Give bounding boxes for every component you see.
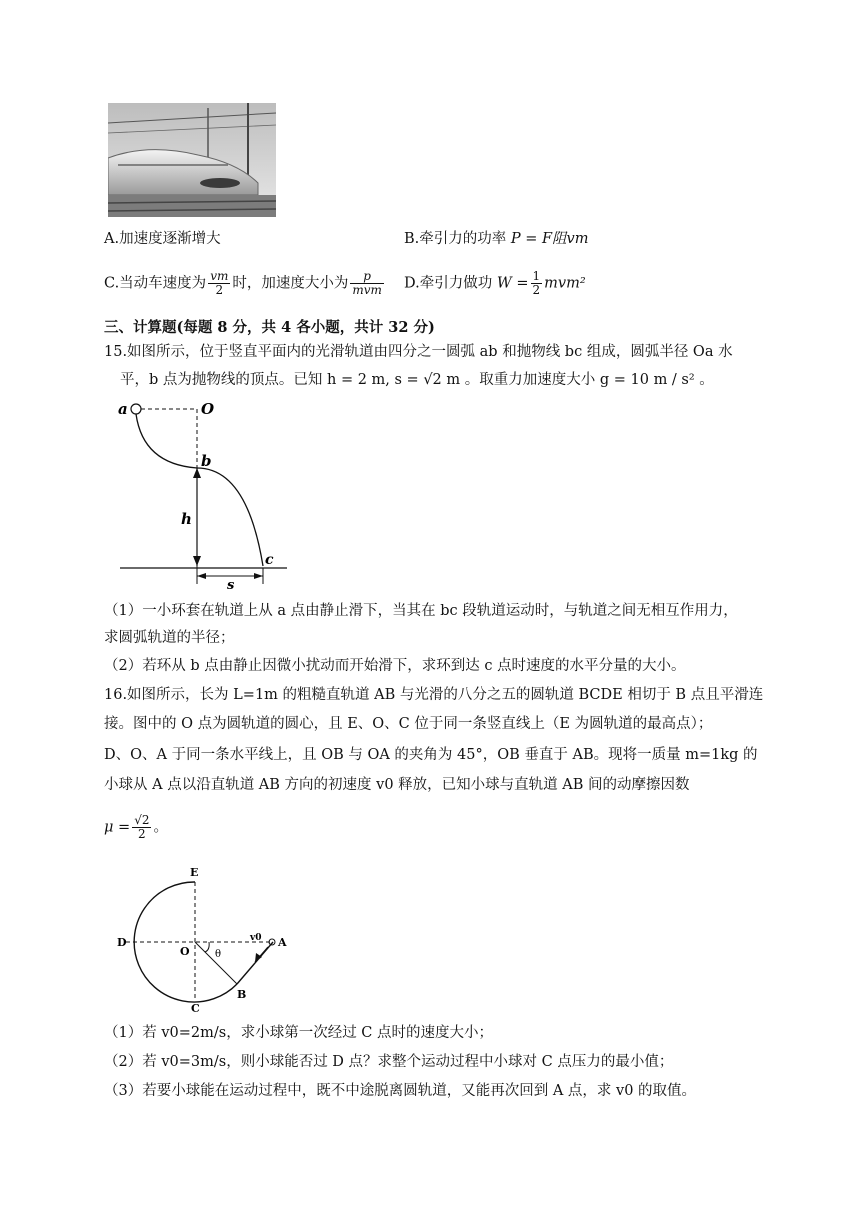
option-b-formula: P = F阻vm: [510, 231, 589, 247]
label-O: O: [201, 400, 215, 418]
bullet-train-photo: [108, 103, 276, 217]
fraction: $\frac{p}{\text{mvm}}$: [352, 269, 382, 297]
option-c-mid: 时，加速度大小为: [232, 275, 349, 292]
label-theta: θ: [215, 949, 222, 960]
fraction: $\frac{vm}{2}$: [210, 269, 229, 297]
label-v0: v0: [250, 933, 262, 943]
q16-line3: D、O、A 于同一条水平线上，且 OB 与 OA 的夹角为 45°，OB 垂直于 AB。现将一质量 m=1kg 的: [104, 747, 758, 763]
q16-sub2: （2）若 v0=3m/s，则小球能否过 D 点？求整个运动过程中小球对 C 点压力的最小值；: [104, 1054, 674, 1070]
option-b-text: B.牵引力的功率: [404, 231, 511, 247]
q15-sub1-line2: 求圆弧轨道的半径；: [104, 630, 235, 646]
option-c: [104, 270, 386, 297]
q15-line1: 15.如图所示，位于竖直平面内的光滑轨道由四分之一圆弧 ab 和抛物线 bc 组成，圆弧半径 Oa 水: [104, 344, 733, 360]
q16-sub3: （3）若要小球能在运动过程中，既不中途脱离圆轨道，又能再次回到 A 点，求 v0 的取值。: [104, 1083, 697, 1099]
section-title: 三、计算题(每题 8 分，共 4 各小题，共计 32 分): [104, 319, 435, 336]
q15-sub1-line1: （1）一小环套在轨道上从 a 点由静止滑下，当其在 bc 段轨道运动时，与轨道之间无相互作用力，: [104, 603, 738, 619]
q16-line2: 接。图中的 O 点为圆轨道的圆心，且 E、O、C 位于同一条竖直线上（E 为圆轨道的最高点）；: [104, 716, 713, 732]
label-C: C: [191, 1002, 200, 1012]
q15-track-figure: [115, 398, 295, 590]
label-O: O: [180, 945, 190, 958]
q16-line4: 小球从 A 点以沿直轨道 AB 方向的初速度 v0 释放，已知小球与直轨道 AB 间的动摩擦因数: [104, 777, 690, 793]
q15-sub2: （2）若环从 b 点由静止因微小扰动而开始滑下，求环到达 c 点时速度的水平分量的大小。: [104, 658, 686, 674]
option-c-text: C.当动车速度为: [104, 275, 207, 292]
q16-sub1: （1）若 v0=2m/s，求小球第一次经过 C 点时的速度大小；: [104, 1025, 494, 1041]
q16-line1: 16.如图所示，长为 L=1m 的粗糙直轨道 AB 与光滑的八分之五的圆轨道 BCDE 相切于 B 点且平滑连: [104, 687, 764, 703]
option-d-text: D.牵引力做功: [404, 275, 497, 292]
label-a: a: [118, 400, 128, 418]
label-D: D: [117, 936, 127, 949]
label-b: b: [201, 452, 212, 470]
option-d: D.牵引力做功 W = $\frac{1}{2}$ mvm²: [404, 269, 586, 297]
option-b: [404, 229, 589, 249]
label-c: c: [265, 552, 274, 568]
fraction: $\frac{√2}{2}$: [134, 813, 150, 841]
label-E: E: [190, 866, 199, 879]
q15-line2: 平，b 点为抛物线的顶点。已知 h = 2 m, s = √2 m 。取重力加速度大小 g = 10 m / s² 。: [120, 372, 714, 388]
label-s: s: [227, 578, 235, 590]
q16-circle-track-figure: [112, 862, 302, 1012]
label-h: h: [181, 510, 192, 528]
label-A: A: [278, 936, 287, 949]
label-B: B: [237, 988, 247, 1001]
q16-mu: μ = $\frac{√2}{2}$ 。: [104, 813, 168, 841]
fraction: $\frac{1}{2}$: [532, 269, 541, 297]
option-a: A.加速度逐渐增大: [104, 231, 221, 247]
